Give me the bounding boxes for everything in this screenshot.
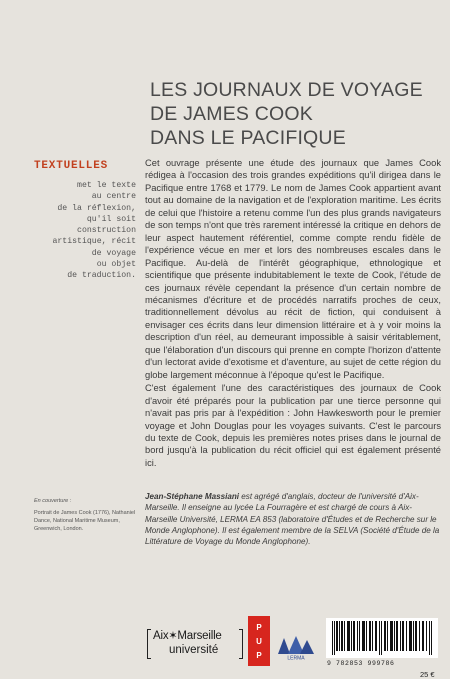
title-line-3: DANS LE PACIFIQUE [150,127,346,149]
amu-marseille: Marseille [177,630,222,642]
amu-aix: Aix [153,630,169,642]
price: 25 € [420,670,435,679]
blurb-paragraph-2: C'est également l'une des caractéristiques des journaux de Cook d'avoir été préparés pour la publication par une tierce personne qui n'avait pas pris par à l'expédition : John Hawkesworth pour le premier voyage et John Douglas pour les voyages suivants. C'est le parcours du texte de Cook, depuis les premières notes prises dans le journal de bord jusqu'à la publication du récit officiel qui est également présenté ici. [145,383,441,468]
series-line: au centre [91,192,136,202]
author-bio [145,491,441,547]
publisher-footer [0,610,450,679]
lerma-logo [276,632,316,660]
logo-bracket-left [147,629,151,659]
pup-letter-p2: P [256,651,262,660]
series-line: de la réflexion, [57,203,136,213]
amu-logo-line-2: université [169,644,219,656]
author-bio-text: est agrégé d'anglais, docteur de l'université d'Aix-Marseille. Il enseigne au lycée La Fourragère et est chargé de cours à Aix-Marseille Université, LERMA EA 853 (laboratoire d'Études et de Recherche sur le Monde Anglophone). Il est également membre de la SELVA (Société d'Étude de la Littérature de Voyage du Monde Anglophone). [145,492,440,547]
series-name: TEXTUELLES [34,160,109,172]
title-line-2: DE JAMES COOK [150,103,313,125]
series-line: artistique, récit [52,237,136,247]
cover-credit-label: En couverture : [34,498,72,504]
pup-letter-u: U [256,637,262,646]
series-line: met le texte [77,181,136,190]
amu-logo-line-1 [153,629,222,642]
lerma-label: LERMA [287,655,305,660]
author-name: Jean-Stéphane Massiani [145,492,240,501]
cover-credit-text: Portrait de James Cook (1776), Nathaniel Dance, National Maritime Museum, Greenwich, London. [34,510,136,532]
aix-marseille-universite-logo [147,627,243,665]
title-line-1: LES JOURNAUX DE VOYAGE [150,79,423,101]
cover-credit [34,497,144,533]
blurb-paragraph-1: Cet ouvrage présente une étude des journaux que James Cook rédigea à l'occasion des trois grandes expéditions qu'il dirigea dans le Pacifique entre 1768 et 1779. Le nom de James Cook appartient avant tout au domaine de la navigation et de l'exploration maritime. Les écrits de celui que l'histoire a retenu comme l'un des plus grands navigateurs de son temps n'ont que très rarement intéressé la critique en dehors de leur aspect hautement référentiel, comme compte rendu fidèle de l'expérience vécue en mer et lors des nombreuses escales dans le Pacifique. Au-delà de l'intérêt géographique, ethnologique et scientifique que présente indubitablement le texte de Cook, l'étude de ces journaux révèle cependant la présence d'un certain nombre de mécanismes d'écriture et de procédés narratifs proches de ceux, traditionnellement dévolus au récit de fiction, qui conduisent à envisager ces écrits dans leur dimension littéraire et à y voir moins la description d'un réel, au demeurant impossible à saisir véritablement, que l'élaboration d'un discours qui prenne en compte l'horizon d'attente d'un lectorat avide d'exotisme et d'aventure, au sujet de cette région du globe largement méconnue à l'époque qu'est le Pacifique. [145,158,441,380]
series-description [28,180,136,282]
series-line: ou objet [96,260,136,270]
isbn-number: 9 782853 999786 [327,660,395,667]
star-icon: ✶ [168,630,178,642]
isbn-barcode [326,618,438,658]
pup-letter-p1: P [256,623,262,632]
pup-logo [248,616,270,666]
series-line: qu'il soit [86,214,136,224]
book-title [150,78,442,150]
series-line: de traduction. [67,271,136,281]
series-line: construction [77,226,136,236]
series-line: de voyage [91,248,136,258]
logo-bracket-right [239,629,243,659]
blurb [145,157,441,470]
